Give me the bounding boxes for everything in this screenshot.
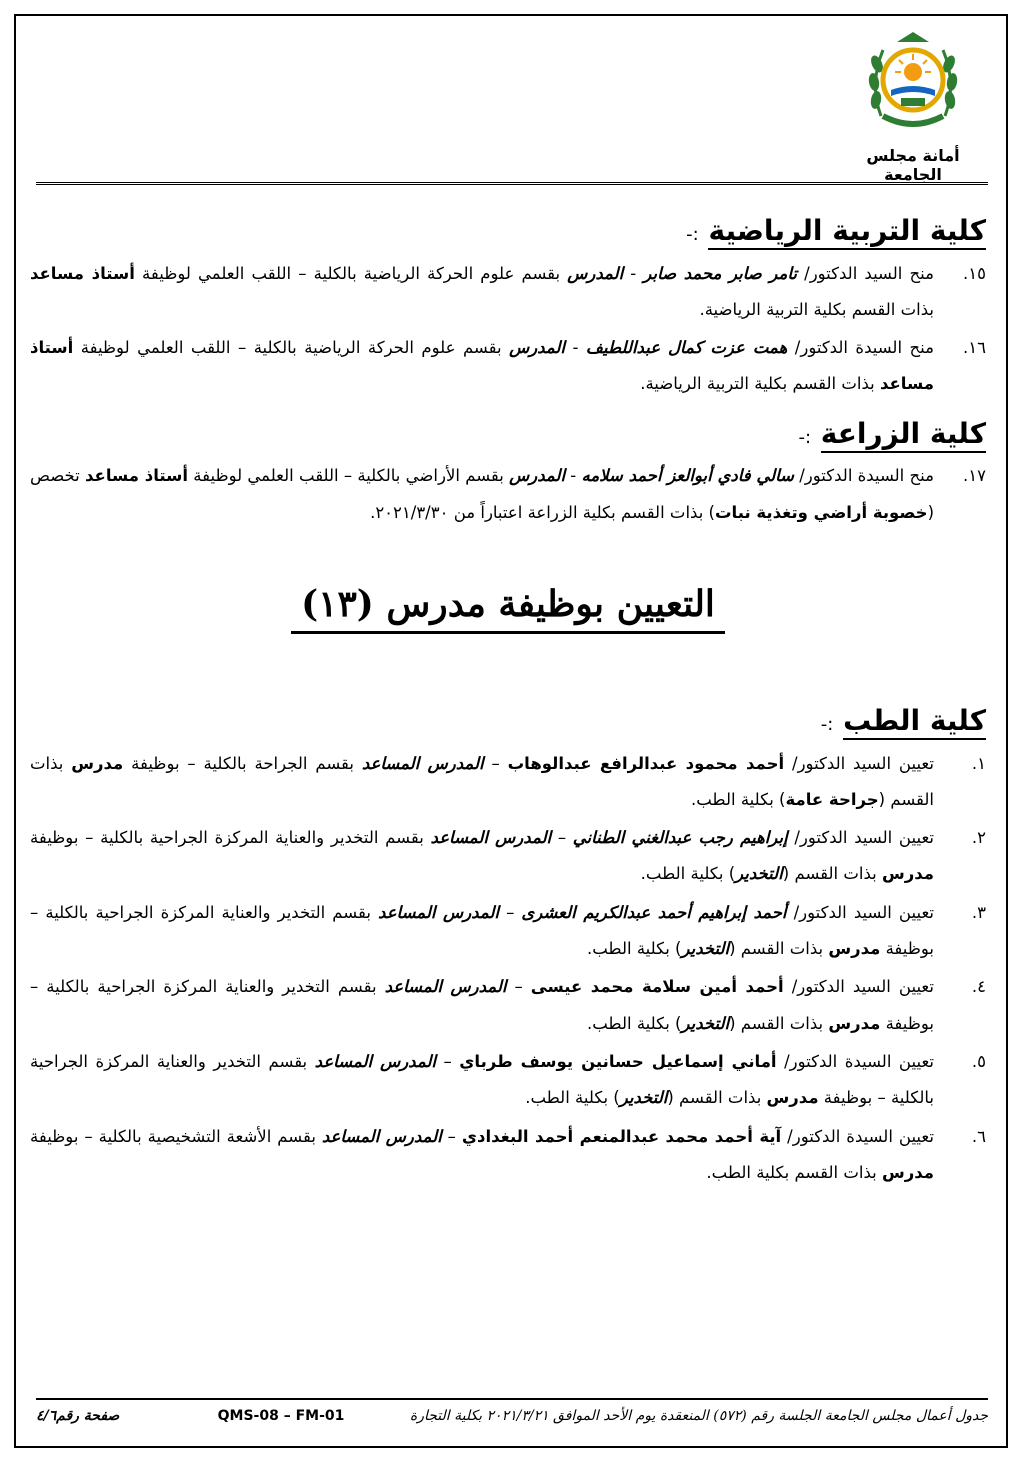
specialization: خصوبة أراضي وتغذية نبات — [714, 502, 928, 522]
new-post: مدرس — [71, 753, 124, 773]
new-post: مدرس — [828, 1013, 881, 1033]
item-number: ١٦. — [963, 338, 986, 358]
item-number: ٢. — [971, 828, 986, 848]
list-item — [30, 746, 986, 819]
item-number: ١٥. — [963, 263, 986, 283]
person-name: أحمد إبراهيم أحمد عبدالكريم العشرى — [521, 902, 787, 922]
footer-session-text: جدول أعمال مجلس الجامعة الجلسة رقم (٥٧٢) المنعقدة يوم الأحد الموافق ٢٠٢١/٣/٢١ بكلية التجارة — [409, 1408, 988, 1424]
item-number: ٤. — [971, 977, 986, 997]
specialization: التخدير — [735, 864, 783, 884]
new-post: أستاذ مساعد — [30, 338, 934, 394]
specialization: التخدير — [681, 1013, 730, 1033]
item-text: تعيين السيد الدكتور/ أحمد محمود عبدالرافع عبدالوهاب – المدرس المساعد بقسم الجراحة بالكلية – بوظيفة مدرس بذات القسم (جراحة عامة) بكلية الطب. — [30, 753, 934, 809]
section-title-text: كلية الطب — [843, 704, 986, 740]
current-role: المدرس المساعد — [378, 902, 499, 922]
item-text: تعيين السيدة الدكتور/ آية أحمد محمد عبدالمنعم أحمد البغدادي – المدرس المساعد بقسم الأشعة التشخيصية بالكلية – بوظيفة مدرس بذات القسم بكلية الطب. — [30, 1126, 934, 1182]
person-name: آية أحمد محمد عبدالمنعم أحمد البغدادي — [461, 1126, 782, 1146]
item-text: منح السيدة الدكتور/ همت عزت كمال عبداللطيف - المدرس بقسم علوم الحركة الرياضية بالكلية – اللقب العلمي لوظيفة أستاذ مساعد بذات القسم بكلية التربية الرياضية. — [30, 338, 934, 394]
list-item — [30, 1044, 986, 1117]
appointment-heading — [30, 583, 986, 634]
current-role: المدرس — [567, 263, 624, 283]
section-title-sports — [30, 214, 986, 248]
list-item — [30, 969, 986, 1042]
secretariat-title: أمانة مجلس الجامعة — [866, 146, 960, 184]
new-post: أستاذ مساعد — [85, 466, 189, 486]
section-title-suffix: :- — [798, 426, 812, 448]
person-name: همت عزت كمال عبداللطيف — [585, 338, 788, 358]
item-number: ١. — [971, 753, 986, 773]
list-item — [30, 330, 986, 403]
new-post: مدرس — [766, 1088, 819, 1108]
university-logo — [861, 24, 965, 136]
list-item — [30, 1119, 986, 1192]
header — [838, 24, 988, 184]
item-number: ٦. — [971, 1126, 986, 1146]
list-item — [30, 458, 986, 531]
current-role: المدرس المساعد — [384, 977, 507, 997]
person-name: تامر صابر محمد صابر — [643, 263, 797, 283]
person-name: أماني إسماعيل حسانين يوسف طرباي — [459, 1051, 777, 1071]
appointment-title: التعيين بوظيفة مدرس (١٣) — [291, 583, 725, 634]
specialization: التخدير — [681, 939, 730, 959]
person-name: إبراهيم رجب عبدالغني الطناني — [572, 828, 788, 848]
list-item — [30, 256, 986, 329]
new-post: أستاذ مساعد — [30, 263, 135, 283]
item-number: ٣. — [971, 902, 986, 922]
new-post: مدرس — [828, 939, 881, 959]
item-number: ١٧. — [963, 466, 986, 486]
document-body — [30, 200, 986, 1193]
person-name: أحمد محمود عبدالرافع عبدالوهاب — [507, 753, 785, 773]
current-role: المدرس المساعد — [430, 828, 552, 848]
list-item — [30, 895, 986, 968]
item-text: تعيين السيدة الدكتور/ أماني إسماعيل حسانين يوسف طرباي – المدرس المساعد بقسم التخدير والعناية المركزة الجراحية بالكلية – بوظيفة مدرس بذات القسم (التخدير) بكلية الطب. — [30, 1051, 934, 1108]
item-text: منح السيدة الدكتور/ سالي فادي أبوالعز أحمد سلامه - المدرس بقسم الأراضي بالكلية – اللقب العلمي لوظيفة أستاذ مساعد تخصص (خصوبة أراضي وتغذية نبات) بذات القسم بكلية الزراعة اعتباراً من ٢٠٢١/٣/٣٠. — [30, 466, 934, 522]
section-title-text: كلية التربية الرياضية — [708, 214, 986, 250]
item-text: تعيين السيد الدكتور/ إبراهيم رجب عبدالغني الطناني – المدرس المساعد بقسم التخدير والعناية المركزة الجراحية بالكلية – بوظيفة مدرس بذات القسم (التخدير) بكلية الطب. — [30, 828, 934, 884]
new-post: مدرس — [881, 1162, 934, 1182]
footer — [36, 1398, 988, 1424]
item-number: ٥. — [971, 1051, 986, 1071]
specialization: التخدير — [619, 1088, 668, 1108]
item-text: تعيين السيد الدكتور/ أحمد أمين سلامة محمد عيسى – المدرس المساعد بقسم التخدير والعناية المركزة الجراحية بالكلية – بوظيفة مدرس بذات القسم (التخدير) بكلية الطب. — [30, 977, 934, 1033]
item-text: تعيين السيد الدكتور/ أحمد إبراهيم أحمد عبدالكريم العشرى – المدرس المساعد بقسم التخدير والعناية المركزة الجراحية بالكلية – بوظيفة مدرس بذات القسم (التخدير) بكلية الطب. — [30, 902, 934, 959]
new-post: مدرس — [881, 864, 934, 884]
current-role: المدرس المساعد — [321, 1126, 442, 1146]
section-title-suffix: :- — [820, 713, 834, 735]
section-title-text: كلية الزراعة — [821, 417, 986, 453]
person-name: سالي فادي أبوالعز أحمد سلامه — [581, 466, 794, 486]
specialization: جراحة عامة — [785, 789, 879, 809]
section-title-suffix: :- — [686, 224, 699, 245]
header-divider — [36, 182, 988, 185]
section-title-agriculture — [30, 417, 986, 451]
list-item — [30, 820, 986, 893]
current-role: المدرس — [509, 466, 566, 486]
footer-form-code: QMS-08 – FM-01 — [217, 1408, 345, 1424]
current-role: المدرس — [509, 338, 565, 358]
current-role: المدرس المساعد — [361, 753, 484, 773]
person-name: أحمد أمين سلامة محمد عيسى — [530, 977, 784, 997]
footer-page-number: صفحة رقم٤/٦ — [36, 1408, 120, 1424]
current-role: المدرس المساعد — [314, 1051, 436, 1071]
item-text: منح السيد الدكتور/ تامر صابر محمد صابر - المدرس بقسم علوم الحركة الرياضية بالكلية – اللقب العلمي لوظيفة أستاذ مساعد بذات القسم بكلية التربية الرياضية. — [30, 263, 934, 319]
section-title-medicine — [30, 704, 986, 738]
